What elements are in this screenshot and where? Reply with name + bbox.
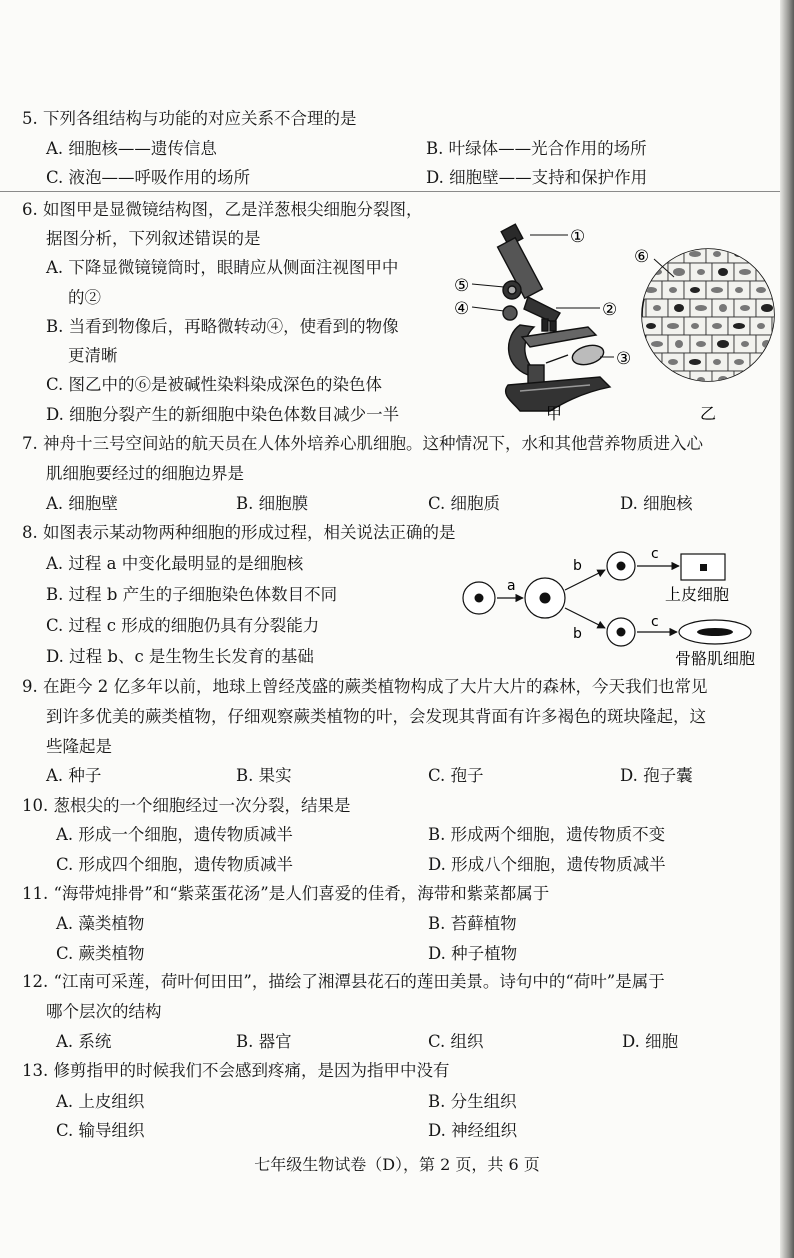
fold-line [0,191,780,192]
root-tip-cell [778,335,780,353]
root-tip-cell [778,299,780,317]
q13-option-c: C. 输导组织 [56,1121,145,1140]
cell-nucleus [778,323,780,329]
cell-nucleus [762,340,772,348]
root-tip-cell [772,281,780,299]
q8-option-a: A. 过程 a 中变化最明显的是细胞核 [46,554,304,573]
fig-label-5: ⑤ [454,276,470,296]
cell-nucleus [755,251,767,257]
q11-option-a: A. 藻类植物 [56,914,145,933]
scan-edge [780,0,794,1258]
cell-nucleus [718,268,728,276]
cell-nucleus [711,287,723,293]
cell-nucleus [690,287,700,293]
cell-nucleus [669,287,677,293]
root-tip-cell [778,371,780,389]
q7-option-c: C. 细胞质 [428,494,501,513]
page-footer: 七年级生物试卷（D），第 2 页，共 6 页 [254,1155,540,1174]
q10-option-c: C. 形成四个细胞，遗传物质减半 [56,855,294,874]
label-c-top: c [651,546,659,562]
q12-stem-line1: 12. “江南可采莲，荷叶何田田”，描绘了湘潭县花石的莲田美景。诗句中的“荷叶”是属于 [22,972,665,991]
q13-option-d: D. 神经组织 [428,1121,518,1140]
q10-option-d: D. 形成八个细胞，遗传物质减半 [428,855,666,874]
cell-nucleus [740,305,750,311]
cell-nucleus [653,305,661,311]
q8-stem: 8. 如图表示某动物两种细胞的形成过程，相关说法正确的是 [22,523,456,542]
q13-option-b: B. 分生组织 [428,1092,517,1111]
fig-label-2: ② [602,300,618,320]
cell-nucleus [651,341,663,347]
root-tip-cell [750,245,772,263]
q8-option-c: C. 过程 c 形成的细胞仍具有分裂能力 [46,616,320,635]
fig-label-yi: 乙 [700,404,717,423]
q11-stem: 11. “海带炖排骨”和“紫菜蛋花汤”是人们喜爱的佳肴，海带和紫菜都属于 [22,884,550,903]
q11-option-b: B. 苔藓植物 [428,914,517,933]
q11-option-d: D. 种子植物 [428,944,518,963]
label-b-top: b [573,558,582,574]
root-tip-cell [772,353,780,371]
fig-label-3: ③ [616,349,632,369]
cell-nucleus [733,323,745,329]
q7-stem-line1: 7. 神舟十三号空间站的航天员在人体外培养心肌细胞。这种情况下，水和其他营养物质进入心 [22,434,703,453]
cell-nucleus [646,323,656,329]
cell-nucleus [712,323,722,329]
q12-stem-line2: 哪个层次的结构 [46,1002,162,1021]
fig-label-6: ⑥ [634,247,650,267]
q9-option-d: D. 孢子囊 [620,766,693,785]
root-tip-cell [668,371,690,389]
cell-nucleus [696,341,706,347]
root-tip-cell [640,353,662,371]
q5-option-c: C. 液泡——呼吸作用的场所 [46,168,251,187]
cell-nucleus [756,287,766,293]
cell-nucleus [673,376,685,384]
q12-option-a: A. 系统 [56,1032,112,1051]
cell-nucleus [734,359,744,365]
root-tip-cell [756,371,778,389]
q6-option-c: C. 图乙中的⑥是被碱性染料染成深色的染色体 [46,375,383,394]
label-skeletal-muscle: 骨骼肌细胞 [675,649,756,668]
cell-nucleus [779,359,780,365]
label-c-bottom: c [651,614,659,630]
cell-nucleus [652,377,662,383]
cell-nucleus [675,340,683,348]
q11-option-c: C. 蕨类植物 [56,944,145,963]
root-tip-cell [728,245,750,263]
q9-option-c: C. 孢子 [428,766,484,785]
cell-nucleus [757,323,765,329]
q9-stem-line2: 到许多优美的蕨类植物，仔细观察蕨类植物的叶，会发现其背面有许多褐色的斑块隆起，这 [46,707,706,726]
microscope-diagram [498,224,610,411]
cell-nucleus [713,359,721,365]
cell-nucleus [691,323,699,329]
label-a: a [507,578,516,594]
cell-nucleus [779,251,780,257]
q5-stem: 5. 下列各组结构与功能的对应关系不合理的是 [22,109,357,128]
root-tip-cell [734,371,756,389]
q10-stem: 10. 葱根尖的一个细胞经过一次分裂，结果是 [22,796,351,815]
q7-option-b: B. 细胞膜 [236,494,309,513]
cell-nucleus [673,268,685,276]
fig-label-4: ④ [454,299,470,319]
cell-nucleus [741,341,749,347]
q6-option-a-line2: 的② [68,288,101,307]
q12-option-b: B. 器官 [236,1032,292,1051]
cell-nucleus [739,377,751,383]
q13-stem: 13. 修剪指甲的时候我们不会感到疼痛，是因为指甲中没有 [22,1061,450,1080]
q6-option-a-line1: A. 下降显微镜镜筒时，眼睛应从侧面注视图甲中 [46,258,399,277]
q10-option-b: B. 形成两个细胞，遗传物质不变 [428,825,666,844]
cell-nucleus [713,251,721,257]
q6-stem-line1: 6. 如图甲是显微镜结构图，乙是洋葱根尖细胞分裂图， [22,200,423,219]
fig-label-1: ① [570,227,586,247]
q9-stem-line1: 9. 在距今 2 亿多年以前，地球上曾经茂盛的蕨类植物构成了大片大片的森林，今天我们也常见 [22,677,708,696]
q5-option-d: D. 细胞壁——支持和保护作用 [426,168,648,187]
q13-option-a: A. 上皮组织 [56,1092,145,1111]
root-tip-cell [778,263,780,281]
q9-option-a: A. 种子 [46,766,102,785]
cell-nucleus [674,304,684,312]
q10-option-a: A. 形成一个细胞，遗传物质减半 [56,825,293,844]
root-tip-cell [646,371,668,389]
q8-option-d: D. 过程 b、c 是生物生长发育的基础 [46,647,314,666]
cell-nucleus [647,359,655,365]
cell-nucleus [668,359,678,365]
label-b-bottom: b [573,626,582,642]
cell-nucleus [695,305,707,311]
q9-stem-line3: 些隆起是 [46,737,112,756]
q6-figure [450,215,780,427]
cell-nucleus [763,268,771,276]
q6-stem-line2: 据图分析，下列叙述错误的是 [46,229,261,248]
cell-nucleus [763,376,771,384]
root-tip-cell [772,245,780,263]
cell-nucleus [761,304,773,312]
cell-nucleus [719,304,727,312]
q6-option-d: D. 细胞分裂产生的新细胞中染色体数目减少一半 [46,405,400,424]
cell-nucleus [697,377,705,383]
cell-nucleus [735,287,743,293]
q7-option-d: D. 细胞核 [620,494,693,513]
q7-option-a: A. 细胞壁 [46,494,118,513]
q5-option-b: B. 叶绿体——光合作用的场所 [426,139,647,158]
cell-nucleus [667,323,679,329]
onion-root-tip-cells [640,245,780,389]
root-tip-cell [662,245,684,263]
root-tip-cell [756,263,778,281]
cell-nucleus [777,287,780,293]
q7-stem-line2: 肌细胞要经过的细胞边界是 [46,464,244,483]
q6-option-b-line2: 更清晰 [68,346,118,365]
cell-nucleus [717,340,729,348]
q5-option-a: A. 细胞核——遗传信息 [46,139,217,158]
cell-nucleus [689,251,701,257]
cell-nucleus [739,269,751,275]
fig-label-jia: 甲 [546,404,563,423]
cell-nucleus [697,269,705,275]
q12-option-c: C. 组织 [428,1032,484,1051]
label-epithelial: 上皮细胞 [665,585,730,604]
q9-option-b: B. 果实 [236,766,292,785]
cell-nucleus [689,359,701,365]
q12-option-d: D. 细胞 [622,1032,679,1051]
q8-figure [455,540,775,670]
root-tip-cell [750,353,772,371]
q6-option-b-line1: B. 当看到物像后，再略微转动④，使看到的物像 [46,317,399,336]
q8-option-b: B. 过程 b 产生的子细胞染色体数目不同 [46,585,338,604]
